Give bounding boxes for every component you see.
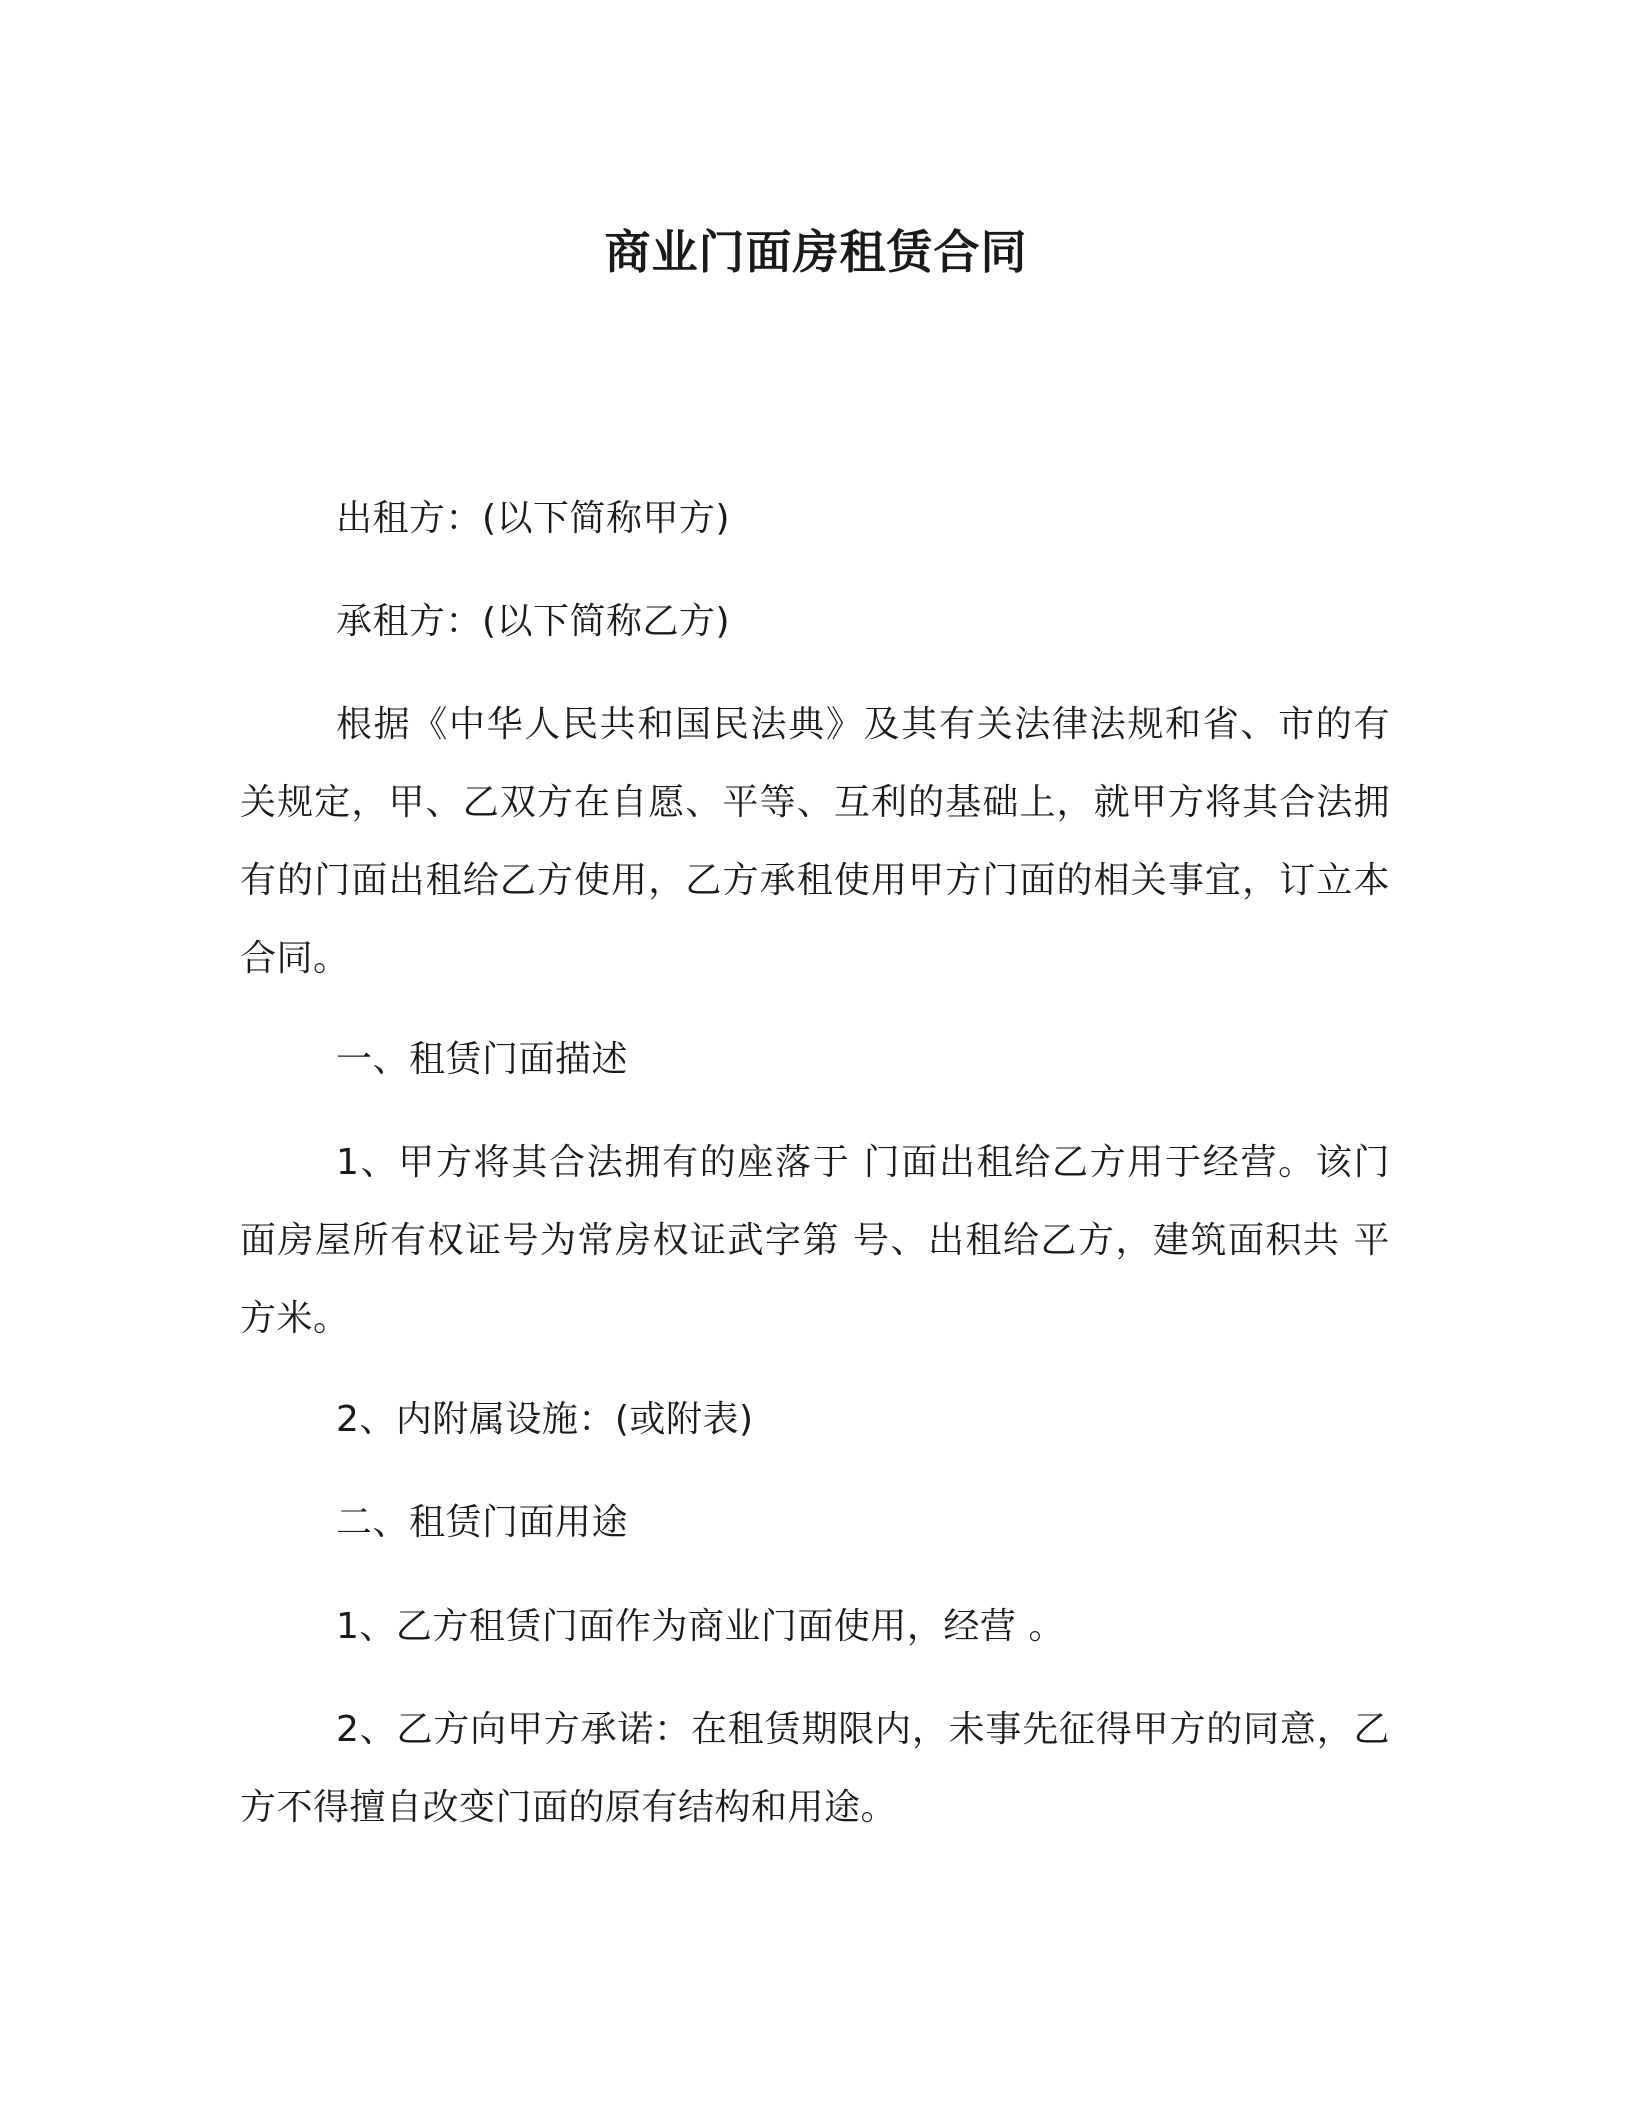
paragraph-preamble: 根据《中华人民共和国民法典》及其有关法律法规和省、市的有关规定，甲、乙双方在自愿、平等、互利的基础上，就甲方将其合法拥有的门面出租给乙方使用，乙方承租使用甲方门面的相关事宜，订立本合同。	[240, 704, 1390, 979]
section-heading-2: 二、租赁门面用途	[336, 1502, 629, 1543]
section-heading-1: 一、租赁门面描述	[336, 1039, 629, 1080]
paragraph-lessee: 承租方：(以下简称乙方)	[336, 601, 731, 642]
clause-2-2-block	[240, 1691, 1390, 1847]
lessee-line	[240, 583, 1390, 661]
preamble-block	[240, 686, 1390, 998]
clause-1-1: 1、甲方将其合法拥有的座落于 门面出租给乙方用于经营。该门面房屋所有权证号为常房权证武字第 号、出租给乙方，建筑面积共 平方米。	[240, 1142, 1390, 1339]
document-title: 商业门面房租赁合同	[604, 225, 1028, 279]
clause-1-2-block	[240, 1381, 1390, 1459]
clause-2-1-block	[240, 1588, 1390, 1666]
clause-2-2: 2、乙方向甲方承诺：在租赁期限内，未事先征得甲方的同意，乙方不得擅自改变门面的原有结构和用途。	[240, 1709, 1390, 1828]
lessor-line	[240, 480, 1390, 558]
section-two-heading-block	[240, 1484, 1390, 1562]
paragraph-lessor: 出租方：(以下简称甲方)	[336, 498, 731, 539]
section-one-heading-block	[240, 1021, 1390, 1099]
clause-2-1: 1、乙方租赁门面作为商业门面使用，经营 。	[336, 1606, 1065, 1647]
clause-1-1-block	[240, 1124, 1390, 1358]
clause-1-2: 2、内附属设施：(或附表)	[336, 1399, 754, 1440]
